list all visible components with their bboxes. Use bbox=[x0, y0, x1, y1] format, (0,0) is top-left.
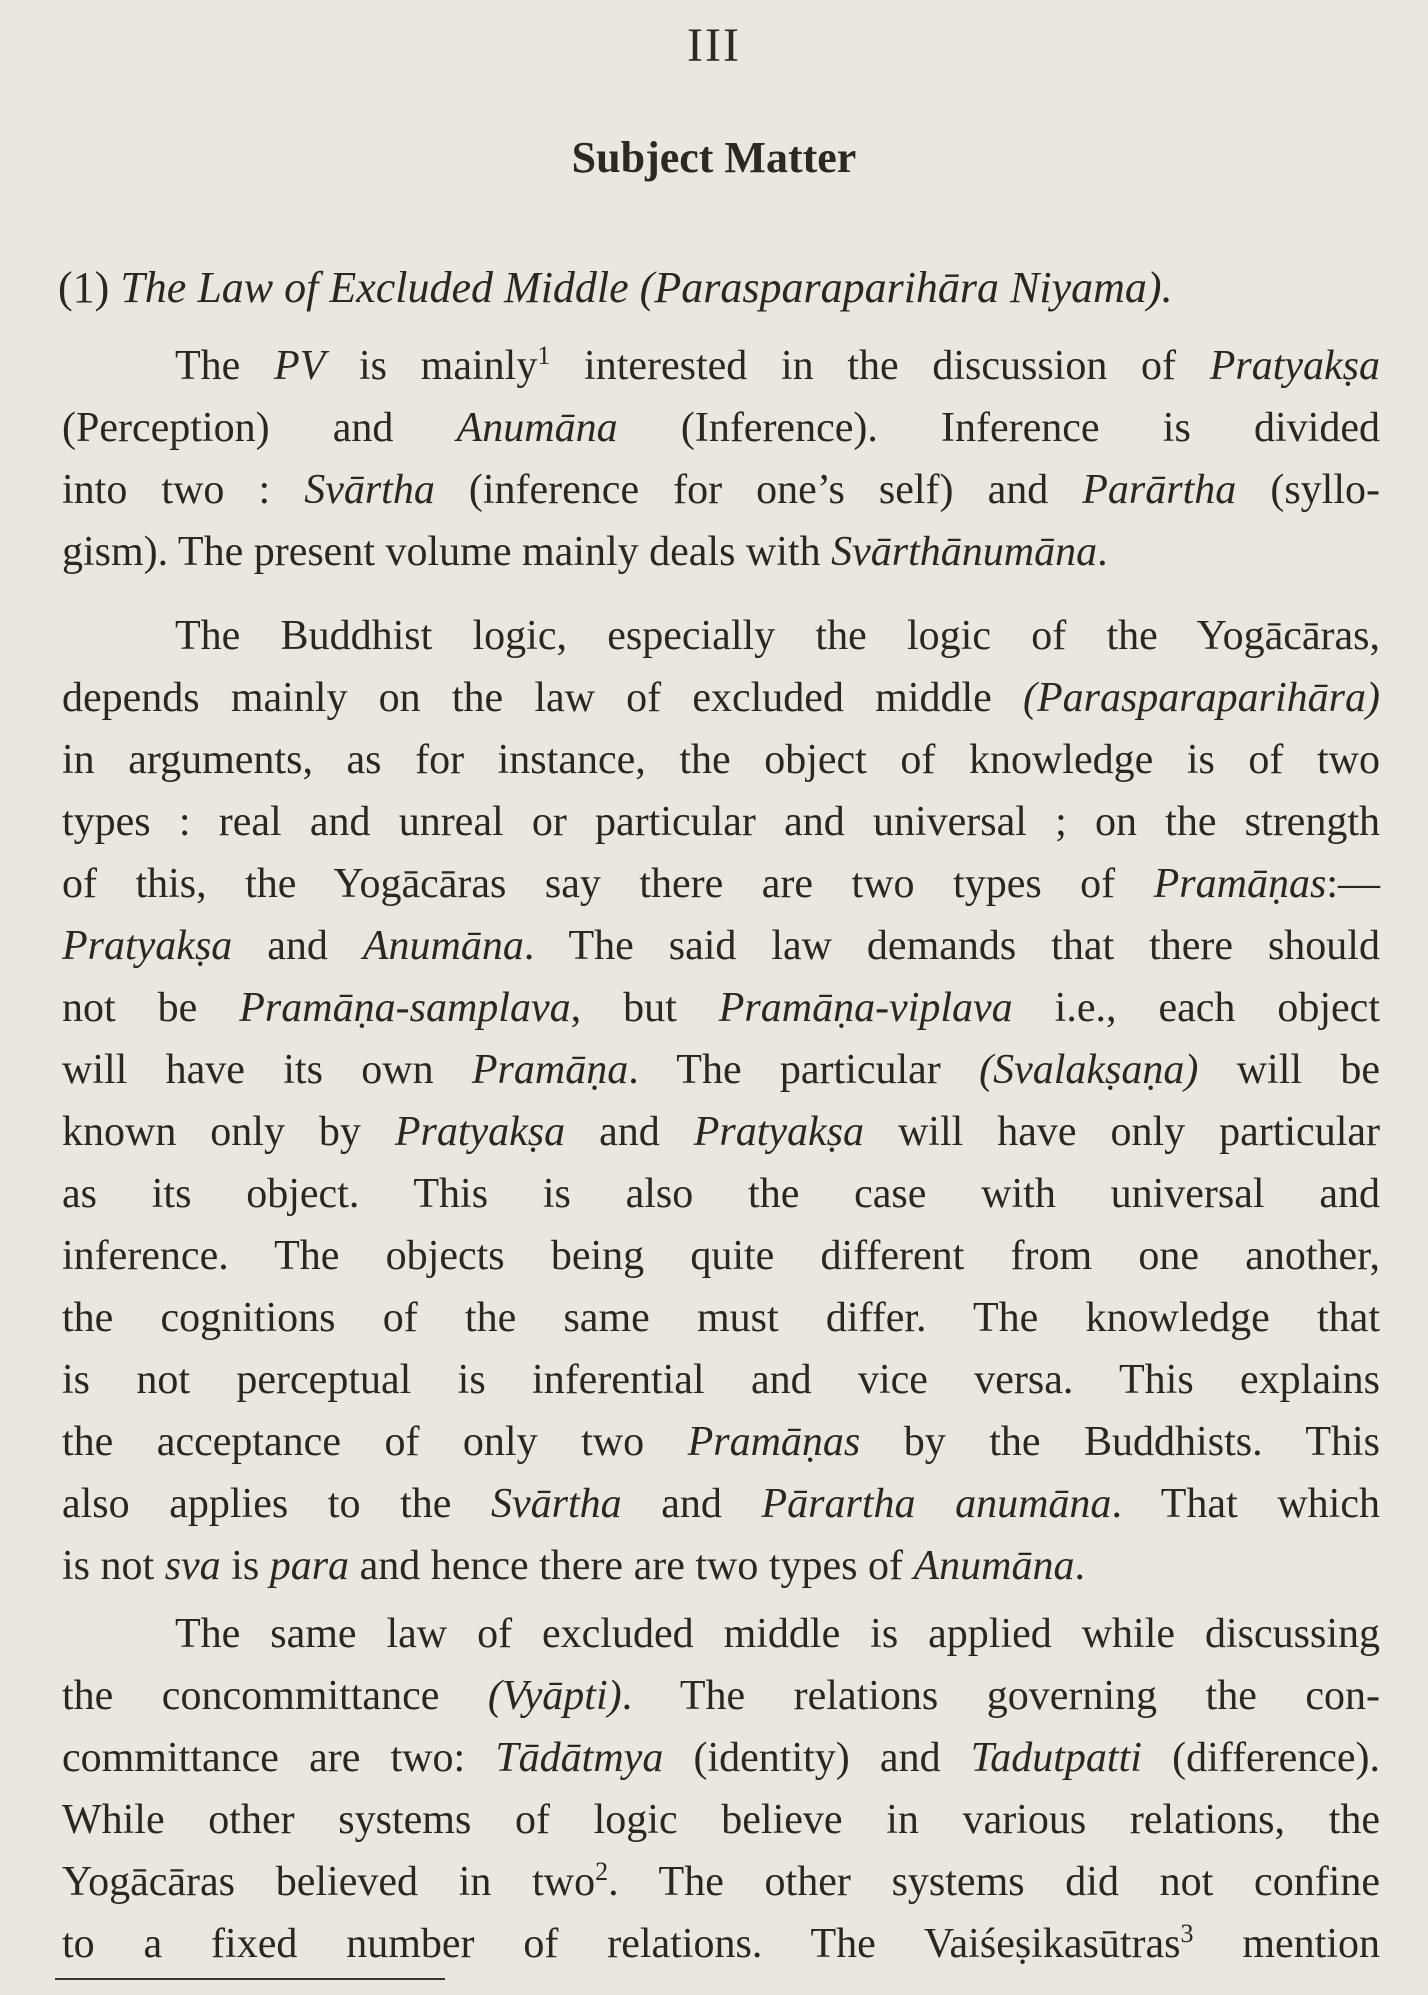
text-line: into two : Svārtha (inference for one’s self) and Parārtha (syllo- bbox=[62, 467, 1381, 513]
section-heading bbox=[58, 262, 1173, 313]
text-line: The PV is mainly$^1$ interested in the discussion of Pratyakṣa bbox=[175, 341, 1380, 389]
footnote-ref-1: 1 bbox=[537, 341, 551, 370]
heading-title-b: Parasparaparihāra Niyama bbox=[654, 263, 1147, 312]
text-line: is not sva is para and hence there are two types of Anumāna. bbox=[62, 1543, 1085, 1589]
text-line: types : real and unreal or particular and universal ; on the strength bbox=[62, 799, 1380, 845]
text-line: as its object. This is also the case with universal and bbox=[62, 1171, 1380, 1217]
heading-number: (1) bbox=[58, 263, 110, 312]
page-title: Subject Matter bbox=[571, 133, 857, 182]
text-line: of this, the Yogācāras say there are two types of Pramāṇas:— bbox=[62, 861, 1380, 907]
text-line: The same law of excluded middle is applied while discussing bbox=[175, 1611, 1380, 1657]
text-line: Pratyakṣa and Anumāna. The said law demands that there should bbox=[62, 923, 1380, 969]
text-line: While other systems of logic believe in various relations, the bbox=[62, 1797, 1380, 1843]
text-line: also applies to the Svārtha and Pārartha anumāna. That which bbox=[62, 1481, 1380, 1527]
text-line: inference. The objects being quite different from one another, bbox=[62, 1233, 1380, 1279]
text-line: to a fixed number of relations. The Vaiśeṣikasūtras$^3$ mention bbox=[62, 1919, 1380, 1967]
heading-title-a: The Law of Excluded Middle ( bbox=[120, 263, 655, 312]
footnote-divider bbox=[55, 1978, 445, 1980]
chapter-number: III bbox=[687, 19, 741, 72]
text-line: committance are two: Tādātmya (identity) and Tadutpatti (difference). bbox=[62, 1735, 1380, 1781]
text-line: is not perceptual is inferential and vice versa. This explains bbox=[62, 1357, 1380, 1403]
text-line: not be Pramāṇa-samplava, but Pramāṇa-viplava i.e., each object bbox=[62, 985, 1380, 1031]
text-line: the acceptance of only two Pramāṇas by the Buddhists. This bbox=[62, 1419, 1380, 1465]
heading-close: ). bbox=[1146, 263, 1173, 312]
text-line: depends mainly on the law of excluded middle (Parasparaparihāra) bbox=[62, 675, 1380, 721]
text-line: the cognitions of the same must differ. The knowledge that bbox=[62, 1295, 1380, 1341]
footnote-ref-2: 2 bbox=[595, 1857, 609, 1886]
text-line: Yogācāras believed in two$^2$. The other systems did not confine bbox=[62, 1857, 1380, 1905]
text-line: the concommittance (Vyāpti). The relations governing the con- bbox=[62, 1673, 1380, 1719]
text-line: will have its own Pramāṇa. The particular (Svalakṣaṇa) will be bbox=[62, 1047, 1380, 1093]
text-line: (Perception) and Anumāna (Inference). Inference is divided bbox=[62, 405, 1380, 451]
text-line: known only by Pratyakṣa and Pratyakṣa will have only particular bbox=[62, 1109, 1380, 1155]
text-line: gism). The present volume mainly deals with Svārthānumāna. bbox=[62, 529, 1108, 575]
footnote-ref-3: 3 bbox=[1180, 1919, 1194, 1948]
text-line: in arguments, as for instance, the object of knowledge is of two bbox=[62, 737, 1380, 783]
text-line: The Buddhist logic, especially the logic of the Yogācāras, bbox=[175, 613, 1380, 659]
